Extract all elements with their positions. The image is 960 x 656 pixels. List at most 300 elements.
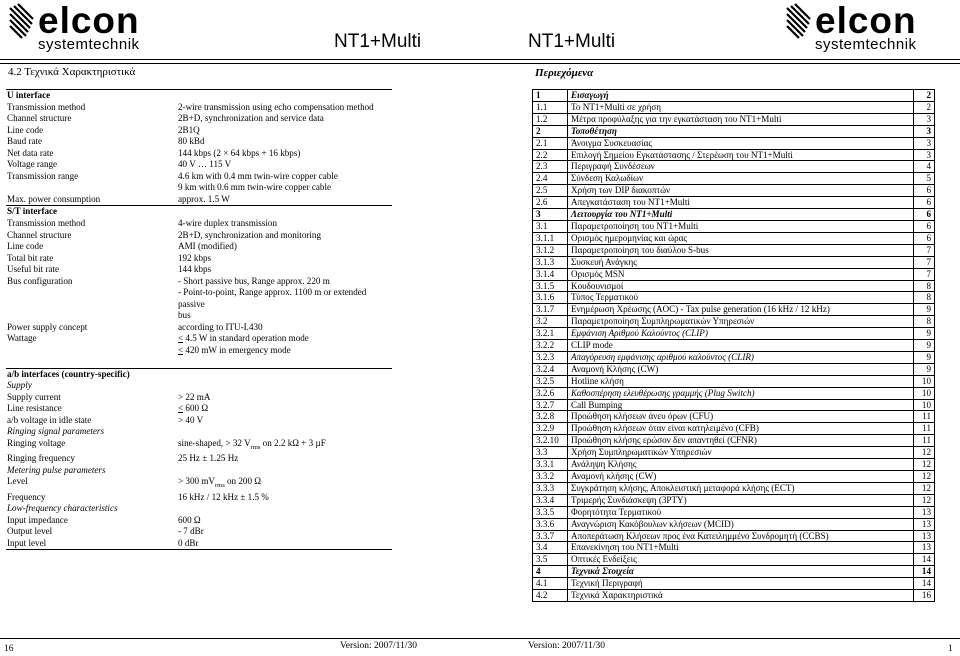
toc-title-text: Παραμετροποίηση του NT1+Multi xyxy=(568,220,914,232)
toc-page: 6 xyxy=(914,197,935,209)
toc-title-text: Καθοσπέρηση ελευθέρωσης γραμμής (Plug Switch) xyxy=(568,387,914,399)
spec-value-text: > 22 mA xyxy=(178,391,211,402)
toc-entry[interactable] xyxy=(533,435,935,447)
spec-value-text: 144 kbps (2 × 64 kbps + 16 kbps) xyxy=(178,147,301,158)
toc-entry[interactable] xyxy=(533,304,935,316)
toc-entry[interactable] xyxy=(533,375,935,387)
spec-value-text: - Short passive bus, Range approx. 220 m xyxy=(178,275,330,286)
toc-title-text: Προώθηση κλήσεων άνευ όρων (CFU) xyxy=(568,411,914,423)
spec-value xyxy=(177,492,392,504)
toc-number: 3.2.3 xyxy=(533,351,568,363)
toc-page: 14 xyxy=(914,554,935,566)
spec-row xyxy=(6,345,392,357)
spec-heading-row xyxy=(6,206,392,218)
spec-key: Ringing voltage xyxy=(7,437,66,448)
toc-page: 7 xyxy=(914,244,935,256)
spec-value-text: 420 mW in emergency mode xyxy=(185,345,291,356)
toc-title-text: Απαγόρευση εμφάνισης αριθμού καλούντος (CLIR) xyxy=(568,351,914,363)
toc-page: 12 xyxy=(914,447,935,459)
spec-value-text: according to ITU-I.430 xyxy=(178,321,263,332)
spec-key: Input impedance xyxy=(7,514,68,525)
toc-page: 12 xyxy=(914,471,935,483)
toc-number: 3.2.4 xyxy=(533,363,568,375)
toc-entry[interactable] xyxy=(533,340,935,352)
toc-entry[interactable] xyxy=(533,578,935,590)
spec-row xyxy=(6,403,392,415)
spec-value xyxy=(177,322,392,334)
spec-row xyxy=(6,310,392,322)
toc-page: 7 xyxy=(914,256,935,268)
spec-subheading: Ringing signal parameters xyxy=(7,426,104,437)
logo-sub: systemtechnik xyxy=(38,36,140,53)
elcon-emblem-icon xyxy=(785,2,811,42)
spec-table xyxy=(6,89,392,550)
spec-key: Frequency xyxy=(7,491,46,502)
spec-key: Channel structure xyxy=(7,229,72,240)
spec-row xyxy=(6,453,392,465)
spec-row xyxy=(6,526,392,538)
toc-entry[interactable] xyxy=(533,197,935,209)
toc-number: 3.2 xyxy=(533,316,568,328)
toc-title-text: Οπτικές Ενδείξεις xyxy=(568,554,914,566)
spec-row xyxy=(6,492,392,504)
spec-row xyxy=(6,415,392,427)
spec-value xyxy=(177,333,392,345)
spec-value-text: approx. 1.5 W xyxy=(178,193,230,204)
header-rule xyxy=(0,59,480,64)
spec-gap-row xyxy=(6,357,392,369)
spec-value xyxy=(177,171,392,183)
spec-value-text: AMI (modified) xyxy=(178,241,237,252)
spec-value-text: 80 kBd xyxy=(178,136,205,147)
toc-page: 7 xyxy=(914,268,935,280)
toc-number: 3.2.1 xyxy=(533,328,568,340)
toc-number: 1.1 xyxy=(533,101,568,113)
toc-number: 3.3.4 xyxy=(533,494,568,506)
toc-title-text: Προώθηση κλήσης ερώσον δεν απαντηθεί (CFNR) xyxy=(568,435,914,447)
spec-key: Total bit rate xyxy=(7,252,54,263)
spec-row xyxy=(6,136,392,148)
spec-value xyxy=(177,136,392,148)
toc-entry[interactable] xyxy=(533,423,935,435)
toc-title-text: CLIP mode xyxy=(568,340,914,352)
spec-value-subscript: rms xyxy=(214,482,225,490)
toc-entry[interactable] xyxy=(533,363,935,375)
toc-title-text: Χρήση Συμπληρωματικών Υπηρεσιών xyxy=(568,447,914,459)
spec-value xyxy=(177,403,392,415)
spec-value xyxy=(177,415,392,427)
spec-value xyxy=(177,230,392,242)
toc-entry[interactable] xyxy=(533,185,935,197)
toc-page: 3 xyxy=(914,125,935,137)
toc-page: 9 xyxy=(914,363,935,375)
toc-title-text: Παραμετροποίηση Συμπληρωματικών Υπηρεσιών xyxy=(568,316,914,328)
spec-key: Ringing frequency xyxy=(7,453,75,464)
spec-row xyxy=(6,159,392,171)
toc-entry[interactable] xyxy=(533,125,935,137)
spec-row xyxy=(6,194,392,206)
toc-number: 3.1.7 xyxy=(533,304,568,316)
toc-number: 3.1.1 xyxy=(533,232,568,244)
toc-title-text: Αποπεράτωση Κλήσεων προς ένα Κατειλημμένο Συνδρομητή (CCBS) xyxy=(568,530,914,542)
toc-title-text: Αναμονή κλήσης (CW) xyxy=(568,471,914,483)
spec-value-text: 0 dBr xyxy=(178,537,199,548)
spec-row xyxy=(6,171,392,183)
toc-number: 3.3 xyxy=(533,447,568,459)
spec-value xyxy=(177,113,392,125)
toc-page: 8 xyxy=(914,292,935,304)
toc-number: 3.2.9 xyxy=(533,423,568,435)
spec-value-text: - Point-to-point, Range approx. 1100 m or extended passive xyxy=(178,287,367,309)
toc-entry[interactable] xyxy=(533,149,935,161)
toc-title-text: Σύνδεση Καλωδίων xyxy=(568,173,914,185)
spec-key: Supply current xyxy=(7,391,61,402)
toc-entry[interactable] xyxy=(533,101,935,113)
footer-rule xyxy=(0,638,480,639)
toc-page: 8 xyxy=(914,280,935,292)
toc-entry[interactable] xyxy=(533,209,935,221)
toc-page: 10 xyxy=(914,387,935,399)
toc-number: 3.2.7 xyxy=(533,399,568,411)
toc-number: 3.2.8 xyxy=(533,411,568,423)
toc-title-text: Εμφάνιση Αριθμού Καλούντος (CLIP) xyxy=(568,328,914,340)
spec-heading: S/T interface xyxy=(6,206,392,218)
spec-row xyxy=(6,102,392,114)
toc-entry[interactable] xyxy=(533,518,935,530)
toc-number: 3.3.6 xyxy=(533,518,568,530)
toc-page: 11 xyxy=(914,435,935,447)
toc-page: 3 xyxy=(914,113,935,125)
elcon-emblem-icon xyxy=(8,2,34,42)
footer-rule xyxy=(480,638,960,639)
toc-title-text: Τύπος Τερματικού xyxy=(568,292,914,304)
toc-title-text: Επανεκίνηση του NT1+Multi xyxy=(568,542,914,554)
toc-entry[interactable] xyxy=(533,554,935,566)
spec-value xyxy=(177,526,392,538)
toc-page: 3 xyxy=(914,149,935,161)
spec-row xyxy=(6,230,392,242)
spec-row xyxy=(6,538,392,550)
version-label: Version: 2007/11/30 xyxy=(528,641,605,651)
spec-row xyxy=(6,438,392,453)
toc-entry[interactable] xyxy=(533,494,935,506)
spec-key: Voltage range xyxy=(7,159,58,170)
toc-entry[interactable] xyxy=(533,90,935,102)
toc-entry[interactable] xyxy=(533,232,935,244)
toc-entry[interactable] xyxy=(533,280,935,292)
toc-entry[interactable] xyxy=(533,244,935,256)
toc-number: 2.1 xyxy=(533,137,568,149)
toc-number: 3 xyxy=(533,209,568,221)
spec-row xyxy=(6,264,392,276)
toc-page: 9 xyxy=(914,328,935,340)
spec-value-text: 9 km with 0.6 mm twin-wire copper cable xyxy=(178,182,332,193)
toc-entry[interactable] xyxy=(533,530,935,542)
toc-page: 13 xyxy=(914,542,935,554)
spec-key: Transmission method xyxy=(7,218,86,229)
toc-title-text: Μέτρα προφύλαξης για την εγκατάσταση του NT1+Multi xyxy=(568,113,914,125)
toc-table xyxy=(532,89,935,602)
toc-entry[interactable] xyxy=(533,387,935,399)
toc-entry[interactable] xyxy=(533,292,935,304)
toc-number: 3.3.7 xyxy=(533,530,568,542)
toc-number: 2.2 xyxy=(533,149,568,161)
toc-entry[interactable] xyxy=(533,411,935,423)
spec-subheading-row xyxy=(6,503,392,515)
spec-row xyxy=(6,333,392,345)
spec-key: a/b voltage in idle state xyxy=(7,414,92,425)
toc-page: 12 xyxy=(914,494,935,506)
spec-key: Input level xyxy=(6,538,177,550)
toc-page: 13 xyxy=(914,530,935,542)
toc-number: 3.1.6 xyxy=(533,292,568,304)
spec-value xyxy=(177,392,392,404)
product-name: NT1+Multi xyxy=(334,31,422,52)
toc-title-text: Ορισμός ημερομηνίας και ώρας xyxy=(568,232,914,244)
toc-entry[interactable] xyxy=(533,506,935,518)
toc-title-text: Περιγραφή Συνδέσεων xyxy=(568,161,914,173)
toc-title-text: Εισαγωγή xyxy=(568,90,914,102)
toc-title-text: Άνοιγμα Συσκευασίας xyxy=(568,137,914,149)
toc-number: 2.6 xyxy=(533,197,568,209)
spec-row xyxy=(6,276,392,288)
toc-entry[interactable] xyxy=(533,328,935,340)
spec-key: Line code xyxy=(7,124,44,135)
spec-subheading-row xyxy=(6,426,392,438)
spec-value xyxy=(177,287,392,310)
spec-key: Wattage xyxy=(7,333,37,344)
toc-title-text: Τριμερής Συνδιάσκεψη (3PTY) xyxy=(568,494,914,506)
toc-page: 10 xyxy=(914,399,935,411)
toc-entry[interactable] xyxy=(533,542,935,554)
toc-entry[interactable] xyxy=(533,590,935,602)
toc-number: 3.3.1 xyxy=(533,459,568,471)
toc-page: 16 xyxy=(914,590,935,602)
toc-number: 3.1.3 xyxy=(533,256,568,268)
spec-key xyxy=(6,287,177,310)
toc-page: 10 xyxy=(914,375,935,387)
logo-brand: elcon xyxy=(38,0,140,41)
spec-row xyxy=(6,241,392,253)
toc-page: 13 xyxy=(914,518,935,530)
toc-entry[interactable] xyxy=(533,113,935,125)
toc-number: 3.1.4 xyxy=(533,268,568,280)
spec-key: Channel structure xyxy=(7,113,72,124)
spec-row xyxy=(6,113,392,125)
toc-number: 3.4 xyxy=(533,542,568,554)
toc-page: 11 xyxy=(914,411,935,423)
product-name: NT1+Multi xyxy=(528,31,616,52)
spec-value xyxy=(177,476,392,491)
toc-entry[interactable] xyxy=(533,399,935,411)
toc-number: 3.5 xyxy=(533,554,568,566)
toc-number: 3.3.2 xyxy=(533,471,568,483)
spec-key: Power supply concept xyxy=(7,321,88,332)
spec-value xyxy=(177,253,392,265)
spec-key: Line resistance xyxy=(7,403,62,414)
toc-title-text: Χρήση των DIP διακοπτών xyxy=(568,185,914,197)
toc-page: 11 xyxy=(914,423,935,435)
toc-page: 5 xyxy=(914,173,935,185)
toc-title-text: Λειτουργία του NT1+Multi xyxy=(568,209,914,221)
toc-entry[interactable] xyxy=(533,161,935,173)
spec-value-text: 2B1Q xyxy=(178,124,200,135)
toc-page: 9 xyxy=(914,351,935,363)
toc-number: 2.5 xyxy=(533,185,568,197)
spec-value-subscript: rms xyxy=(250,443,261,451)
toc-entry[interactable] xyxy=(533,351,935,363)
spec-key: Transmission range xyxy=(7,170,79,181)
toc-title-text: Hotline κλήση xyxy=(568,375,914,387)
spec-value-text: > 300 mV xyxy=(178,476,215,487)
elcon-logo xyxy=(8,2,140,52)
spec-key: Output level xyxy=(7,526,53,537)
toc-page: 14 xyxy=(914,578,935,590)
spec-key xyxy=(6,310,177,322)
spec-key: Bus configuration xyxy=(7,275,73,286)
toc-page: 2 xyxy=(914,90,935,102)
toc-number: 1 xyxy=(533,90,568,102)
toc-entry[interactable] xyxy=(533,256,935,268)
spec-value-text: 4.6 km with 0.4 mm twin-wire copper cable xyxy=(178,170,338,181)
version-label: Version: 2007/11/30 xyxy=(340,641,417,651)
spec-value xyxy=(177,438,392,453)
toc-entry[interactable] xyxy=(533,447,935,459)
toc-page: 13 xyxy=(914,506,935,518)
toc-title-text: Ορισμός MSN xyxy=(568,268,914,280)
toc-title-text: Τοποθέτηση xyxy=(568,125,914,137)
toc-title-text: Ενημέρωση Χρέωσης (AOC) - Tax pulse generation (16 kHz / 12 kHz) xyxy=(568,304,914,316)
toc-number: 1.2 xyxy=(533,113,568,125)
spec-value-text: sine-shaped, > 32 V xyxy=(178,437,251,448)
header-rule xyxy=(480,59,960,64)
spec-key: Useful bit rate xyxy=(7,264,60,275)
spec-key: Level xyxy=(7,476,28,487)
toc-entry[interactable] xyxy=(533,173,935,185)
spec-row xyxy=(6,392,392,404)
section-title: 4.2 Τεχνικά Χαρακτηριστικά xyxy=(8,66,136,78)
spec-row xyxy=(6,148,392,160)
logo-sub: systemtechnik xyxy=(815,36,917,53)
page-number: 1 xyxy=(948,644,953,654)
spec-key xyxy=(6,182,177,194)
spec-heading-row xyxy=(6,90,392,102)
toc-entry[interactable] xyxy=(533,566,935,578)
spec-value-text: 2-wire transmission using echo compensation method xyxy=(178,101,374,112)
toc-number: 3.1.2 xyxy=(533,244,568,256)
toc-number: 3.3.3 xyxy=(533,482,568,494)
toc-entry[interactable] xyxy=(533,137,935,149)
spec-value-text: 2B+D, synchronization and service data xyxy=(178,113,324,124)
toc-entry[interactable] xyxy=(533,316,935,328)
toc-page: 6 xyxy=(914,220,935,232)
toc-page: 8 xyxy=(914,316,935,328)
toc-title-text: Τεχνικά Χαρακτηριστικά xyxy=(568,590,914,602)
toc-title-text: Φορητότητα Τερματικού xyxy=(568,506,914,518)
spec-key: Transmission method xyxy=(7,101,86,112)
toc-number: 2 xyxy=(533,125,568,137)
spec-value xyxy=(177,345,392,357)
toc-page: 6 xyxy=(914,209,935,221)
toc-number: 2.4 xyxy=(533,173,568,185)
spec-row xyxy=(6,322,392,334)
spec-value-text: 4-wire duplex transmission xyxy=(178,218,278,229)
spec-subheading-row xyxy=(6,380,392,392)
toc-title-text: Συγκράτηση κλήσης, Αποκλειστική μεταφορά κλήσης (ECT) xyxy=(568,482,914,494)
spec-value-suffix: on 2.2 kΩ + 3 µF xyxy=(260,437,326,448)
spec-value-text: - 7 dBr xyxy=(178,526,204,537)
less-equal-icon: < xyxy=(178,333,184,344)
toc-page: 6 xyxy=(914,232,935,244)
toc-page: 14 xyxy=(914,566,935,578)
toc-title-text: Επιλογή Σημείου Εγκατάστασης / Στερέωση του NT1+Multi xyxy=(568,149,914,161)
toc-page: 12 xyxy=(914,459,935,471)
spec-value xyxy=(177,538,392,550)
toc-number: 4.1 xyxy=(533,578,568,590)
spec-value xyxy=(177,182,392,194)
spec-key: Net data rate xyxy=(7,147,54,158)
spec-value xyxy=(177,148,392,160)
spec-value xyxy=(177,310,392,322)
spec-value xyxy=(177,264,392,276)
spec-value-text: 2B+D, synchronization and monitoring xyxy=(178,229,322,240)
spec-key: Baud rate xyxy=(7,136,43,147)
spec-subheading: Low-frequency characteristics xyxy=(7,503,118,514)
toc-entry[interactable] xyxy=(533,459,935,471)
spec-value xyxy=(177,515,392,527)
spec-value xyxy=(177,125,392,137)
spec-value xyxy=(177,241,392,253)
toc-page: 9 xyxy=(914,304,935,316)
toc-entry[interactable] xyxy=(533,220,935,232)
spec-row xyxy=(6,125,392,137)
toc-number: 3.3.5 xyxy=(533,506,568,518)
spec-value-text: 40 V … 115 V xyxy=(178,159,232,170)
toc-title-text: Συσκευή Ανάγκης xyxy=(568,256,914,268)
spec-value xyxy=(177,102,392,114)
spec-value-text: 600 Ω xyxy=(178,514,201,525)
spec-row xyxy=(6,253,392,265)
toc-title-text: Παραμετροποίηση του διαύλου S-bus xyxy=(568,244,914,256)
spec-subheading-row xyxy=(6,465,392,477)
spec-value-text: 600 Ω xyxy=(185,403,209,414)
toc-number: 3.2.10 xyxy=(533,435,568,447)
spec-subheading: Metering pulse parameters xyxy=(7,464,106,475)
toc-title-text: Τεχνική Περιγραφή xyxy=(568,578,914,590)
elcon-logo xyxy=(785,2,917,52)
toc-title-text: Το NT1+Multi σε χρήση xyxy=(568,101,914,113)
toc-entry[interactable] xyxy=(533,268,935,280)
spec-row xyxy=(6,476,392,491)
spec-value xyxy=(177,453,392,465)
spec-key: Max. power consumption xyxy=(7,193,101,204)
toc-page: 3 xyxy=(914,137,935,149)
toc-page: 2 xyxy=(914,101,935,113)
toc-number: 3.2.5 xyxy=(533,375,568,387)
spec-heading: a/b interfaces (country-specific) xyxy=(6,368,392,380)
spec-subheading: Supply xyxy=(7,380,32,391)
spec-value-text: 192 kbps xyxy=(178,252,212,263)
spec-value-text: bus xyxy=(178,310,191,321)
toc-number: 4 xyxy=(533,566,568,578)
toc-title-text: Κουδουνισμοί xyxy=(568,280,914,292)
toc-entry[interactable] xyxy=(533,482,935,494)
toc-title-text: Απεγκατάσταση του NT1+Multi xyxy=(568,197,914,209)
toc-entry[interactable] xyxy=(533,471,935,483)
toc-number: 3.1.5 xyxy=(533,280,568,292)
right-page xyxy=(480,0,960,656)
toc-page: 6 xyxy=(914,185,935,197)
